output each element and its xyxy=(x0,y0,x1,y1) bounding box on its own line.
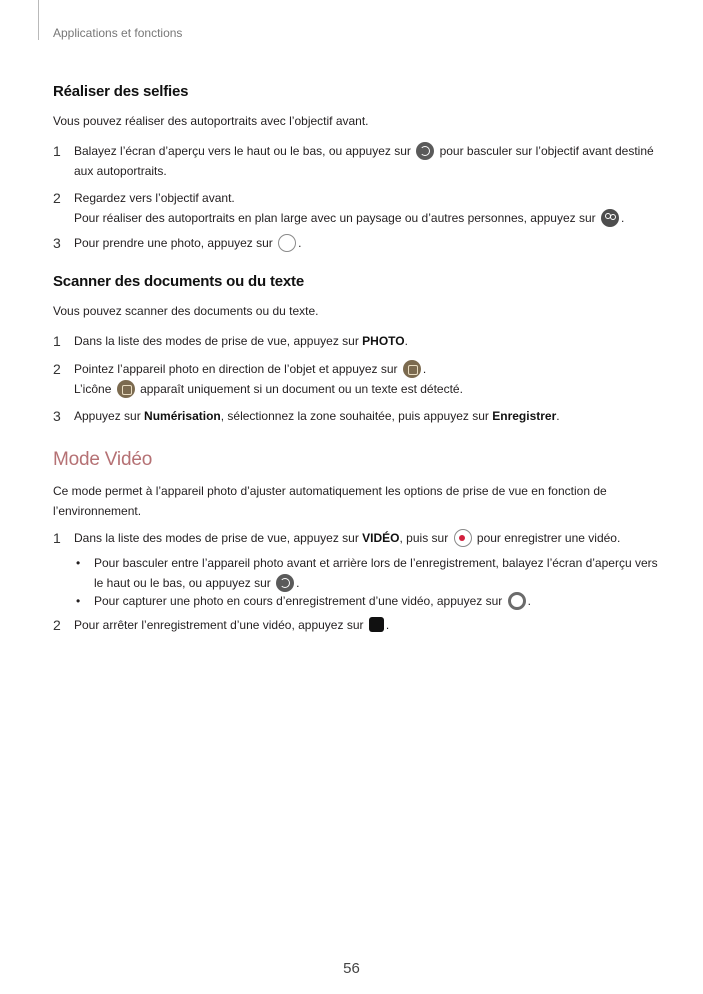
switch-camera-icon xyxy=(276,574,294,592)
step-text: . xyxy=(621,211,625,225)
selfies-title: Réaliser des selfies xyxy=(53,83,189,100)
step-text: L’icône xyxy=(74,382,112,396)
step-number: 3 xyxy=(53,408,61,424)
wide-selfie-icon xyxy=(601,209,619,227)
record-icon xyxy=(454,529,472,547)
bullet-text: . xyxy=(527,594,531,608)
step-text: Pour réaliser des autoportraits en plan large avec un paysage ou d’autres personnes, appuyez sur xyxy=(74,211,596,225)
scanner-step-3 xyxy=(53,406,663,426)
header-rule xyxy=(38,0,39,40)
step-text: Pour prendre une photo, appuyez sur xyxy=(74,236,273,250)
selfies-intro: Vous pouvez réaliser des autoportraits avec l’objectif avant. xyxy=(53,114,369,128)
step-text: , puis sur xyxy=(399,531,449,545)
step-text: Dans la liste des modes de prise de vue, appuyez sur xyxy=(74,531,359,545)
selfies-step-1 xyxy=(53,141,663,181)
photo-mode-label: PHOTO xyxy=(362,334,405,348)
step-text: . xyxy=(385,618,390,632)
capture-icon xyxy=(508,592,526,610)
save-label: Enregistrer xyxy=(492,409,557,423)
video-step-2 xyxy=(53,615,663,635)
bullet-dot: • xyxy=(76,556,81,570)
page-number: 56 xyxy=(343,960,360,977)
video-step-1 xyxy=(53,528,663,548)
step-text: Regardez vers l’objectif avant. xyxy=(74,191,235,205)
selfies-step-3 xyxy=(53,233,663,253)
scan-document-icon xyxy=(117,380,135,398)
step-text: , sélectionnez la zone souhaitée, puis appuyez sur xyxy=(220,409,489,423)
selfies-step-2 xyxy=(53,188,663,228)
step-number: 3 xyxy=(53,235,61,251)
step-number: 2 xyxy=(53,190,61,206)
bullet-text: Pour basculer entre l’appareil photo avant et arrière lors de l’enregistrement, balayez l’écran d’aperçu vers le haut ou le bas, ou appuyez sur xyxy=(94,556,658,590)
step-number: 2 xyxy=(53,361,61,377)
bullet-dot: • xyxy=(76,594,81,608)
step-number: 1 xyxy=(53,530,61,546)
scanner-intro: Vous pouvez scanner des documents ou du texte. xyxy=(53,304,319,318)
video-title: Mode Vidéo xyxy=(53,449,153,470)
video-mode-label: VIDÉO xyxy=(362,531,400,545)
step-text: pour basculer sur l’objectif avant destiné aux autoportraits. xyxy=(74,144,654,178)
step-number: 1 xyxy=(53,333,61,349)
step-text: . xyxy=(404,334,408,348)
switch-camera-icon xyxy=(416,142,434,160)
scanner-step-1 xyxy=(53,331,663,351)
bullet-text: Pour capturer une photo en cours d’enregistrement d’une vidéo, appuyez sur xyxy=(94,594,503,608)
step-text: Pointez l’appareil photo en direction de l’objet et appuyez sur xyxy=(74,362,398,376)
step-text: Dans la liste des modes de prise de vue, appuyez sur xyxy=(74,334,359,348)
scanner-step-2 xyxy=(53,359,663,399)
step-text: pour enregistrer une vidéo. xyxy=(476,531,621,545)
scan-label: Numérisation xyxy=(144,409,221,423)
page-header: Applications et fonctions xyxy=(53,26,183,40)
step-text: . xyxy=(298,236,302,250)
step-text: . xyxy=(556,409,560,423)
video-bullet-2 xyxy=(74,591,664,611)
step-number: 1 xyxy=(53,143,61,159)
step-text: Pour arrêter l’enregistrement d’une vidéo, appuyez sur xyxy=(74,618,364,632)
scan-document-icon xyxy=(403,360,421,378)
step-text: apparaît uniquement si un document ou un texte est détecté. xyxy=(140,382,463,396)
video-bullet-1 xyxy=(74,553,664,593)
step-text: Appuyez sur xyxy=(74,409,141,423)
stop-icon xyxy=(369,617,384,632)
step-text: . xyxy=(422,362,427,376)
step-text: Balayez l’écran d’aperçu vers le haut ou le bas, ou appuyez sur xyxy=(74,144,411,158)
step-number: 2 xyxy=(53,617,61,633)
scanner-title: Scanner des documents ou du texte xyxy=(53,273,304,290)
bullet-text: . xyxy=(296,576,300,590)
video-intro: Ce mode permet à l’appareil photo d’ajuster automatiquement les options de prise de vue en fonction de l’environnement. xyxy=(53,484,607,518)
shutter-icon xyxy=(278,234,296,252)
